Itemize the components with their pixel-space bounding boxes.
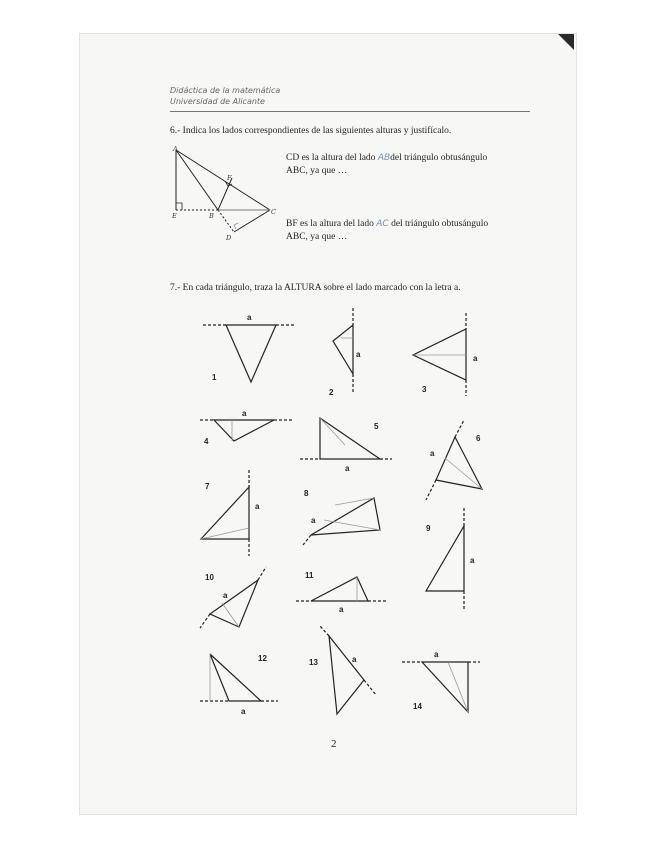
side-a-8: a	[311, 516, 316, 525]
header-course: Didáctica de la matemática	[170, 86, 281, 95]
side-a-14: a	[434, 650, 439, 659]
side-a-2: a	[356, 350, 361, 359]
triangle-number-5: 5	[374, 422, 379, 431]
side-a-12: a	[241, 707, 246, 716]
triangle-number-8: 8	[304, 489, 309, 498]
label-C: C	[271, 208, 276, 216]
q2-text-post: del triángulo obtusángulo	[391, 219, 489, 229]
side-a-13: a	[352, 655, 357, 664]
triangle-9	[426, 508, 464, 610]
triangle-number-10: 10	[205, 573, 214, 582]
triangle-number-9: 9	[426, 524, 431, 533]
triangle-number-3: 3	[422, 385, 427, 394]
q1-line-2: ABC, ya que …	[286, 166, 348, 176]
label-B: B	[209, 212, 214, 220]
exercise-7-title: 7.- En cada triángulo, traza la ALTURA sobre el lado marcado con la letra a.	[170, 283, 461, 293]
triangle-1	[203, 325, 296, 382]
ex6-triangle-figure	[176, 150, 270, 232]
label-D: D	[226, 234, 232, 242]
triangle-number-13: 13	[309, 658, 318, 667]
side-a-11: a	[339, 605, 344, 614]
triangle-number-1: 1	[212, 373, 217, 382]
side-a-9: a	[470, 556, 475, 565]
side-a-5: a	[345, 464, 350, 473]
triangle-11	[296, 577, 388, 601]
triangle-3	[413, 313, 466, 396]
triangle-number-14: 14	[413, 702, 422, 711]
triangle-2	[333, 308, 353, 392]
triangle-13	[320, 626, 376, 714]
q1-text-post: del triángulo obtusángulo	[390, 153, 488, 163]
side-a-1: a	[247, 313, 252, 322]
page-number: 2	[331, 738, 337, 750]
q2-line-2: ABC, ya que …	[286, 232, 348, 242]
triangle-6	[426, 420, 482, 500]
triangle-number-12: 12	[258, 654, 267, 663]
triangle-number-7: 7	[205, 482, 210, 491]
triangle-number-4: 4	[204, 437, 209, 446]
triangle-number-11: 11	[305, 571, 314, 580]
q1-handwritten-answer: AB	[377, 153, 391, 163]
q2-handwritten-answer: AC	[376, 219, 389, 229]
exercise-6-title: 6.- Indica los lados correspondientes de las siguientes alturas y justifícalo.	[170, 126, 452, 136]
triangle-number-6: 6	[476, 434, 481, 443]
side-a-6: a	[430, 449, 435, 458]
side-a-7: a	[255, 502, 260, 511]
label-A: A	[173, 145, 178, 153]
side-a-10: a	[223, 591, 228, 600]
q1-text-pre: CD es la altura del lado	[286, 153, 376, 163]
triangle-number-2: 2	[329, 388, 334, 397]
side-a-4: a	[242, 409, 247, 418]
q2-text-pre: BF es la altura del lado	[286, 219, 374, 229]
header-university: Universidad de Alicante	[170, 97, 265, 106]
label-F: F	[227, 174, 232, 182]
label-E: E	[172, 212, 177, 220]
triangle-4	[200, 420, 292, 441]
side-a-3: a	[473, 354, 478, 363]
